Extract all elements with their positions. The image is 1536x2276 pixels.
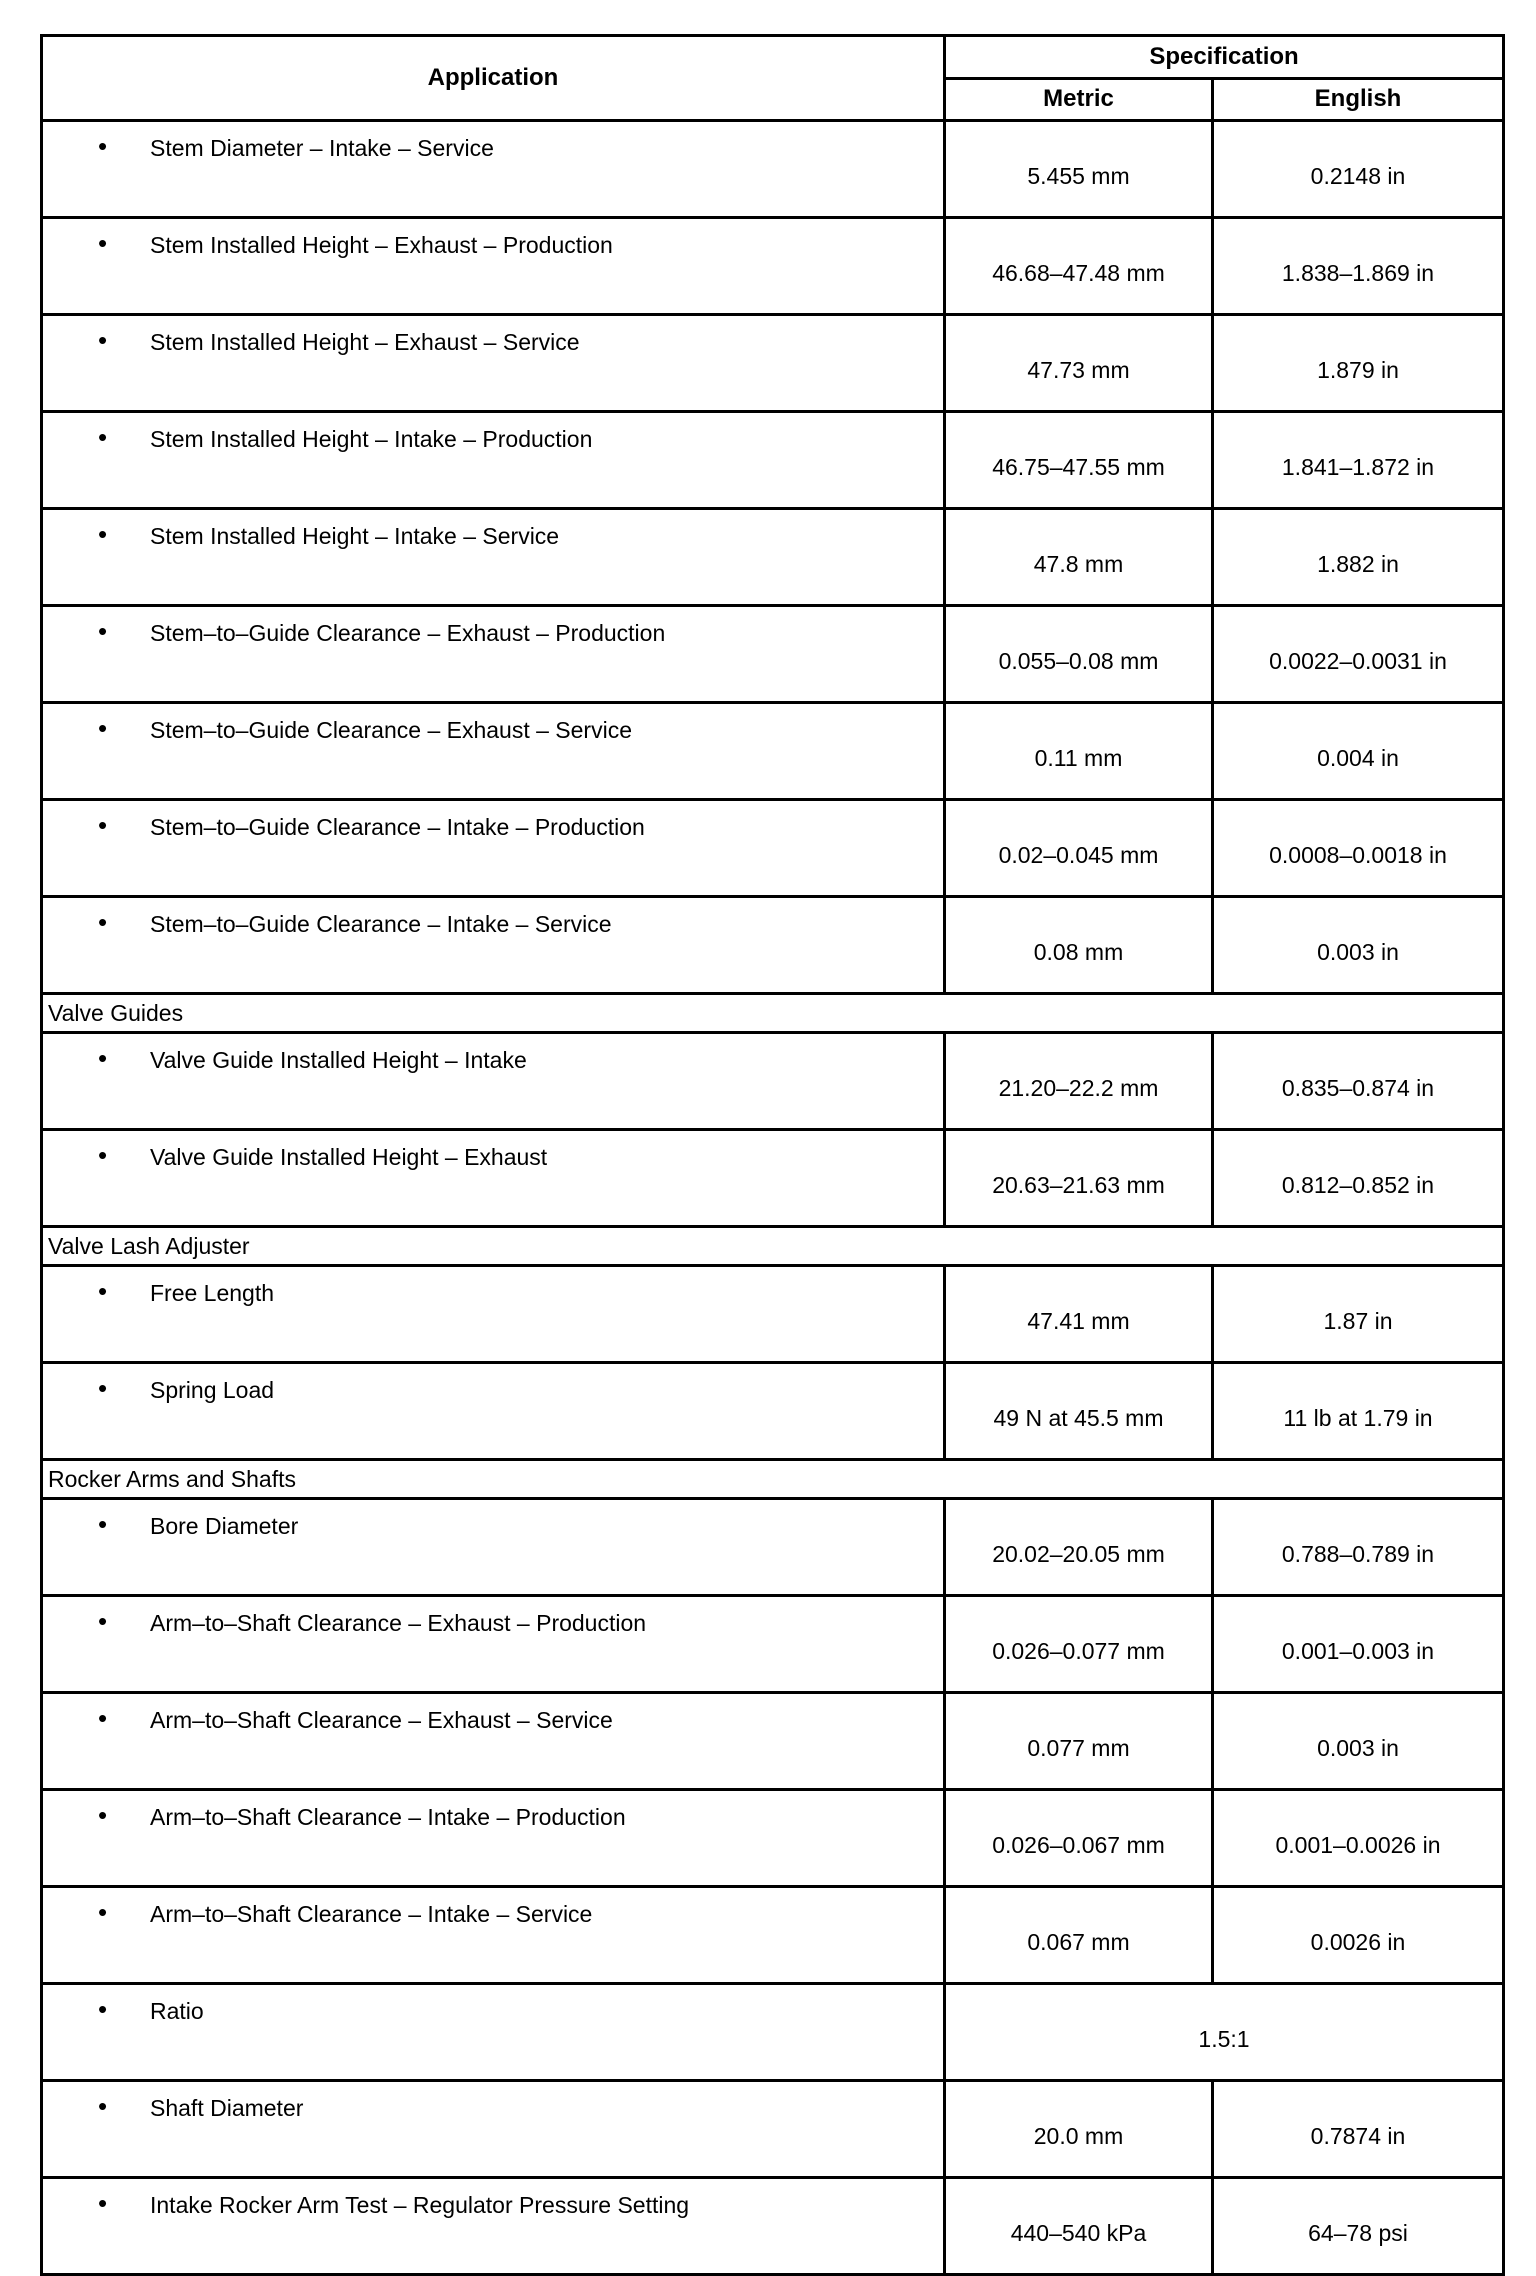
- application-cell: [42, 218, 945, 315]
- metric-value-cell: 0.08 mm: [945, 897, 1213, 994]
- specification-table: [40, 34, 1505, 2276]
- combined-spec-cell: 1.5:1: [945, 1984, 1504, 2081]
- application-label: Stem Installed Height – Exhaust – Service: [150, 329, 580, 355]
- english-value-cell: 0.788–0.789 in: [1213, 1499, 1504, 1596]
- application-label: Stem Installed Height – Intake – Production: [150, 426, 593, 452]
- english-value-cell: 0.835–0.874 in: [1213, 1033, 1504, 1130]
- english-value-cell: 0.812–0.852 in: [1213, 1130, 1504, 1227]
- application-cell: [42, 1596, 945, 1693]
- section-title: Rocker Arms and Shafts: [42, 1460, 1504, 1499]
- english-value-cell: 0.001–0.0026 in: [1213, 1790, 1504, 1887]
- english-value-cell: 0.7874 in: [1213, 2081, 1504, 2178]
- english-value-cell: 11 lb at 1.79 in: [1213, 1363, 1504, 1460]
- application-label: Shaft Diameter: [150, 2095, 304, 2121]
- application-cell: [42, 606, 945, 703]
- table-row: [42, 606, 1504, 703]
- metric-value-cell: 0.077 mm: [945, 1693, 1213, 1790]
- bullet-icon: •: [98, 519, 108, 549]
- metric-value-cell: 46.68–47.48 mm: [945, 218, 1213, 315]
- bullet-icon: •: [98, 131, 108, 161]
- application-cell: [42, 1130, 945, 1227]
- english-value-cell: 1.882 in: [1213, 509, 1504, 606]
- table-row: [42, 1693, 1504, 1790]
- table-row: [42, 509, 1504, 606]
- metric-value-cell: 20.63–21.63 mm: [945, 1130, 1213, 1227]
- bullet-icon: •: [98, 325, 108, 355]
- table-row: [42, 218, 1504, 315]
- specification-header: Specification: [945, 36, 1504, 79]
- english-value-cell: 0.001–0.003 in: [1213, 1596, 1504, 1693]
- bullet-icon: •: [98, 422, 108, 452]
- bullet-icon: •: [98, 1800, 108, 1830]
- application-cell: [42, 1790, 945, 1887]
- metric-value-cell: 47.41 mm: [945, 1266, 1213, 1363]
- metric-value-cell: 5.455 mm: [945, 121, 1213, 218]
- english-value-cell: 0.0022–0.0031 in: [1213, 606, 1504, 703]
- bullet-icon: •: [98, 1897, 108, 1927]
- application-label: Free Length: [150, 1280, 275, 1306]
- table-row: [42, 897, 1504, 994]
- table-row: [42, 2178, 1504, 2275]
- section-header-row: [42, 1460, 1504, 1499]
- bullet-icon: •: [98, 1703, 108, 1733]
- application-cell: [42, 509, 945, 606]
- english-value-cell: 0.2148 in: [1213, 121, 1504, 218]
- metric-header: Metric: [945, 78, 1213, 121]
- application-cell: [42, 1266, 945, 1363]
- bullet-icon: •: [98, 907, 108, 937]
- application-label: Arm–to–Shaft Clearance – Intake – Production: [150, 1804, 626, 1830]
- application-label: Valve Guide Installed Height – Intake: [150, 1047, 527, 1073]
- bullet-icon: •: [98, 1606, 108, 1636]
- application-cell: [42, 1887, 945, 1984]
- english-value-cell: 1.879 in: [1213, 315, 1504, 412]
- application-cell: [42, 1693, 945, 1790]
- metric-value-cell: 20.0 mm: [945, 2081, 1213, 2178]
- application-label: Ratio: [150, 1998, 204, 2024]
- application-cell: [42, 315, 945, 412]
- english-value-cell: 1.87 in: [1213, 1266, 1504, 1363]
- application-label: Stem–to–Guide Clearance – Exhaust – Production: [150, 620, 666, 646]
- table-row: [42, 1130, 1504, 1227]
- english-value-cell: 0.003 in: [1213, 1693, 1504, 1790]
- bullet-icon: •: [98, 1043, 108, 1073]
- english-header: English: [1213, 78, 1504, 121]
- metric-value-cell: 0.026–0.077 mm: [945, 1596, 1213, 1693]
- metric-value-cell: 0.026–0.067 mm: [945, 1790, 1213, 1887]
- application-label: Stem–to–Guide Clearance – Exhaust – Service: [150, 717, 632, 743]
- application-label: Stem Installed Height – Exhaust – Production: [150, 232, 613, 258]
- application-label: Arm–to–Shaft Clearance – Exhaust – Production: [150, 1610, 647, 1636]
- english-value-cell: 64–78 psi: [1213, 2178, 1504, 2275]
- application-cell: [42, 1363, 945, 1460]
- table-row: [42, 1363, 1504, 1460]
- application-cell: [42, 412, 945, 509]
- table-body: [42, 121, 1504, 2275]
- section-header-row: [42, 994, 1504, 1033]
- bullet-icon: •: [98, 1140, 108, 1170]
- table-row: [42, 315, 1504, 412]
- metric-value-cell: 47.73 mm: [945, 315, 1213, 412]
- table-row: [42, 1984, 1504, 2081]
- section-title: Valve Lash Adjuster: [42, 1227, 1504, 1266]
- bullet-icon: •: [98, 228, 108, 258]
- bullet-icon: •: [98, 2188, 108, 2218]
- metric-value-cell: 0.02–0.045 mm: [945, 800, 1213, 897]
- metric-value-cell: 20.02–20.05 mm: [945, 1499, 1213, 1596]
- application-cell: [42, 2081, 945, 2178]
- bullet-icon: •: [98, 2091, 108, 2121]
- metric-value-cell: 0.067 mm: [945, 1887, 1213, 1984]
- table-row: [42, 1887, 1504, 1984]
- bullet-icon: •: [98, 713, 108, 743]
- table-row: [42, 703, 1504, 800]
- bullet-icon: •: [98, 1994, 108, 2024]
- application-label: Valve Guide Installed Height – Exhaust: [150, 1144, 548, 1170]
- table-row: [42, 1033, 1504, 1130]
- application-cell: [42, 121, 945, 218]
- application-cell: [42, 897, 945, 994]
- english-value-cell: 1.841–1.872 in: [1213, 412, 1504, 509]
- english-value-cell: 0.0026 in: [1213, 1887, 1504, 1984]
- table-row: [42, 800, 1504, 897]
- application-cell: [42, 1499, 945, 1596]
- application-cell: [42, 800, 945, 897]
- table-row: [42, 1266, 1504, 1363]
- section-title: Valve Guides: [42, 994, 1504, 1033]
- table-row: [42, 1790, 1504, 1887]
- english-value-cell: 1.838–1.869 in: [1213, 218, 1504, 315]
- application-cell: [42, 2178, 945, 2275]
- application-label: Arm–to–Shaft Clearance – Intake – Service: [150, 1901, 593, 1927]
- application-label: Stem Installed Height – Intake – Service: [150, 523, 560, 549]
- application-cell: [42, 1984, 945, 2081]
- english-value-cell: 0.003 in: [1213, 897, 1504, 994]
- application-label: Arm–to–Shaft Clearance – Exhaust – Service: [150, 1707, 613, 1733]
- application-label: Intake Rocker Arm Test – Regulator Pressure Setting: [150, 2192, 690, 2218]
- header-row-top: [42, 36, 1504, 79]
- application-label: Stem–to–Guide Clearance – Intake – Service: [150, 911, 612, 937]
- bullet-icon: •: [98, 616, 108, 646]
- application-label: Stem–to–Guide Clearance – Intake – Production: [150, 814, 645, 840]
- section-header-row: [42, 1227, 1504, 1266]
- bullet-icon: •: [98, 1276, 108, 1306]
- table-row: [42, 412, 1504, 509]
- bullet-icon: •: [98, 1373, 108, 1403]
- metric-value-cell: 47.8 mm: [945, 509, 1213, 606]
- english-value-cell: 0.0008–0.0018 in: [1213, 800, 1504, 897]
- application-cell: [42, 703, 945, 800]
- metric-value-cell: 0.11 mm: [945, 703, 1213, 800]
- application-cell: [42, 1033, 945, 1130]
- table-row: [42, 121, 1504, 218]
- table-row: [42, 2081, 1504, 2178]
- table-header: [42, 36, 1504, 121]
- english-value-cell: 0.004 in: [1213, 703, 1504, 800]
- table-row: [42, 1499, 1504, 1596]
- application-header: Application: [42, 36, 945, 121]
- application-label: Bore Diameter: [150, 1513, 299, 1539]
- metric-value-cell: 49 N at 45.5 mm: [945, 1363, 1213, 1460]
- metric-value-cell: 21.20–22.2 mm: [945, 1033, 1213, 1130]
- metric-value-cell: 0.055–0.08 mm: [945, 606, 1213, 703]
- bullet-icon: •: [98, 1509, 108, 1539]
- bullet-icon: •: [98, 810, 108, 840]
- metric-value-cell: 440–540 kPa: [945, 2178, 1213, 2275]
- application-label: Stem Diameter – Intake – Service: [150, 135, 494, 161]
- table-row: [42, 1596, 1504, 1693]
- metric-value-cell: 46.75–47.55 mm: [945, 412, 1213, 509]
- application-label: Spring Load: [150, 1377, 275, 1403]
